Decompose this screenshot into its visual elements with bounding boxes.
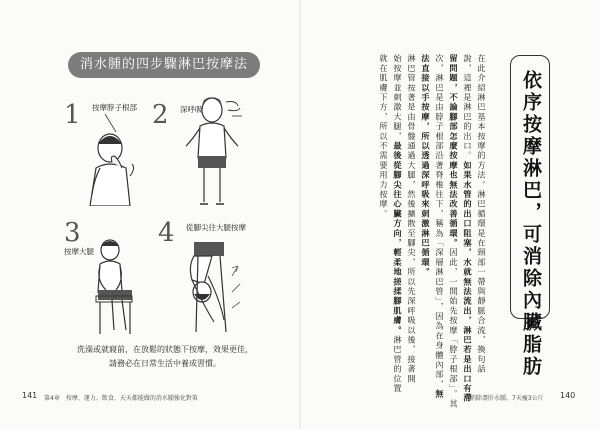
body-text: 始按摩並刺激大腿， <box>393 54 403 142</box>
chapter-title: 依序按摩淋巴，可消除內臟脂肪 <box>520 70 542 378</box>
caption-line-1: 洗澡或就寢前，在放鬆的狀態下按摩，效果更佳， <box>77 345 253 354</box>
body-text: 因此，一開始先按摩「脖子根部」。其 <box>449 248 459 409</box>
step-3-number: 3 <box>64 218 81 248</box>
left-page-number: 141 <box>22 391 38 400</box>
step-caption <box>70 343 260 371</box>
body-column-3 <box>448 54 459 409</box>
body-text: 淋巴管按著是由骨盤通過大腿，然後擴散至腳尖，所以先深呼吸以後，接著開 <box>407 54 417 384</box>
body-bold-text: 如果水管的出口阻塞，水就無法流出，淋巴若是出口有滯 <box>463 160 473 404</box>
right-page-number: 140 <box>560 391 576 400</box>
body-column-8 <box>378 54 389 219</box>
step-4-illustration <box>174 236 254 336</box>
body-column-6 <box>406 54 417 384</box>
step-3-label: 按摩大腿 <box>64 247 94 256</box>
left-page-footer: 第4章 按摩、運力、飲食、天天都能做的消水腫強化對策 <box>44 395 198 402</box>
step-3-illustration <box>82 236 152 336</box>
section-banner: 消水腫的四步驟淋巴按摩法 <box>68 52 260 78</box>
step-4-label: 從腳尖往大腿按摩 <box>186 223 246 232</box>
body-bold-text: 最後從腳尖往心臟方向，輕柔地搓揉腳肌膚。 <box>393 141 403 336</box>
body-bold-text: 法直接以手按摩，所以透過深呼吸來刺激淋巴循環。 <box>421 54 431 278</box>
step-2-illustration <box>180 86 256 210</box>
body-column-5 <box>420 54 431 277</box>
body-bold-text: 留問題，不論腳部怎麼按摩也無法改善循環。 <box>449 54 459 248</box>
body-text: 次，淋巴是由脖子根部沿著脊椎往下，稱為「深層淋巴管」，因為在身體內部， <box>435 54 445 390</box>
page-gutter <box>299 0 301 429</box>
step-2-label: 深呼吸 <box>180 105 203 114</box>
caption-line-2: 請務必在日常生活中養成習慣。 <box>109 359 221 368</box>
step-1-illustration <box>70 110 150 206</box>
step-2-number: 2 <box>152 100 169 130</box>
step-1-label: 按摩脖子根部 <box>92 103 137 112</box>
step-1-number: 1 <box>64 100 81 130</box>
body-text: 淋巴管的位置 <box>393 335 403 394</box>
body-column-4 <box>434 54 445 399</box>
body-text: 就在肌膚下方，所以不需要用力按摩。 <box>379 54 389 219</box>
right-page-footer: 消除盡肝水腫，7天瘦3公斤 <box>470 395 544 402</box>
step-4-number: 4 <box>158 218 175 248</box>
body-text: 說，這裡是淋巴的出口。 <box>463 54 473 161</box>
body-text: 在此介紹淋巴基本按摩的方法。淋巴循環是在頸部一帶與靜脈合流，換句話 <box>477 54 487 375</box>
body-bold-text: 無 <box>435 389 445 400</box>
body-column-7 <box>392 54 403 394</box>
body-column-1 <box>476 54 487 374</box>
body-column-2 <box>462 54 473 403</box>
